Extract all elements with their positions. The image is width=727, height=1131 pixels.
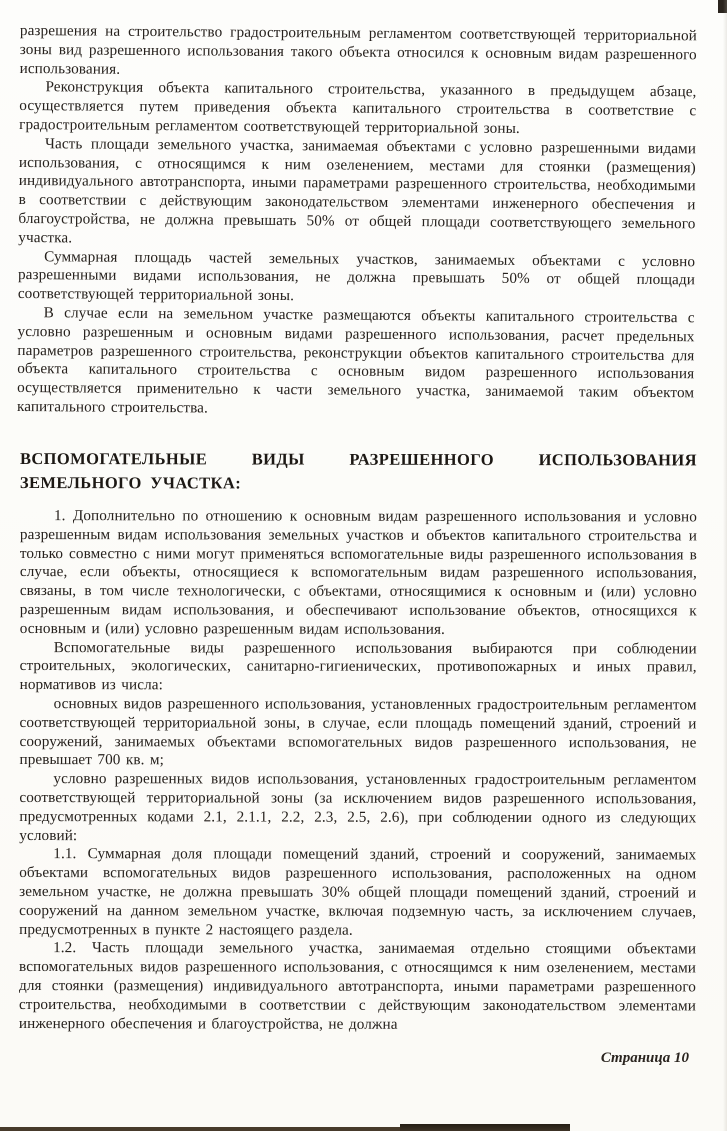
top-text-block xyxy=(17,22,697,422)
paragraph: условно разрешенных видов использования, установленных градостроительным регламентом соответствующей территориальной зоны (за исключением видов разрешенного использования, предусмотренных кодами 2.1, 2.1.1, 2.2, 2.3, 2.5, 2.6), при соблюдении одного из следующих условий: xyxy=(19,769,697,844)
paragraph: Часть площади земельного участка, занимаемая объектами с условно разрешенными видами использования, с относящимся к ним озеленением, местами для стоянки (размещения) индивидуального автотранспорта, иными параметрами разрешенного строительства, необходимыми в соответствии с действующим законодательством элементами инженерного обеспечения и благоустройства, не должна превышать 50% от общей площади соответствующего земельного участка. xyxy=(18,134,697,247)
paragraph: основных видов разрешенного использования, установленных градостроительным регламентом соответствующей территориальной зоны, в случае, если площадь помещений зданий, строений и сооружений, занимаемых объектами вспомогательных видов разрешенного использования, не превышает 700 кв. м; xyxy=(19,694,697,769)
scan-artifact-bottom-bar-right xyxy=(400,1124,570,1131)
paragraph: Вспомогательные виды разрешенного использования выбираются при соблюдении строительных, экологических, санитарно-гигиенических, противопожарных и иных правил, нормативов из числа: xyxy=(19,638,697,694)
body-text-block xyxy=(19,507,697,1035)
section-heading: ВСПОМОГАТЕЛЬНЫЕ ВИДЫ РАЗРЕШЕННОГО ИСПОЛЬЗОВАНИЯ ЗЕМЕЛЬНОГО УЧАСТКА: xyxy=(19,448,697,493)
paragraph: 1.1. Суммарная доля площади помещений зданий, строений и сооружений, занимаемых объектами вспомогательных видов разрешенного использования, расположенных на одном земельном участке, не должна превышать 30% общей площади помещений зданий, строений и сооружений на данном земельном участке, включая подземную часть, за исключением случаев, предусмотренных в пункте 2 настоящего раздела. xyxy=(19,845,697,938)
paragraph: 1.2. Часть площади земельного участка, занимаемая отдельно стоящими объектами вспомогательных видов разрешенного использования, с относящимся к ним озеленением, местами для стоянки (размещения) индивидуального автотранспорта, иными параметрами разрешенного строительства, необходимыми в соответствии с действующим законодательством элементами инженерного обеспечения и благоустройства, не должна xyxy=(18,939,697,1033)
page-number: Страница 10 xyxy=(600,1050,689,1067)
paragraph: разрешения на строительство градостроительным регламентом соответствующей территориальной зоны вид разрешенного использования такого объекта относился к основным видам разрешенного использования. xyxy=(19,22,697,78)
paragraph: 1. Дополнительно по отношению к основным видам разрешенного использования и условно разрешенным видам использования земельных участков и объектов капитального строительства и только совместно с ними могут применяться вспомогательные виды разрешенного использования в случае, если объекты, относящиеся к вспомогательным видам разрешенного использования, связаны, в том числе технологически, с объектами, относящимися к основным и (или) условно разрешенным видам использования, и обеспечивают использование объектов, относящихся к основным и (или) условно разрешенным видам использования. xyxy=(19,506,697,638)
paragraph: Реконструкция объекта капитального строительства, указанного в предыдущем абзаце, осуществляется путем приведения объекта капитального строительства в соответствие с градостроительным регламентом соответствующей территориальной зоны. xyxy=(19,78,697,137)
paragraph: В случае если на земельном участке размещаются объекты капитального строительства с условно разрешенным и основным видами разрешенного использования, расчет предельных параметров разрешенного строительства, реконструкции объектов капитального строительства для объекта капитального строительства с основным видом разрешенного использования осуществляется применительно к части земельного участка, занимаемой таким объектом капитального строительства. xyxy=(16,304,695,417)
scan-artifact-bottom-bar-left xyxy=(0,1127,402,1131)
paragraph: Суммарная площадь частей земельных участков, занимаемых объектами с условно разрешенными видами использования, не должна превышать 50% от общей площади соответствующей территориальной зоны. xyxy=(17,247,696,305)
